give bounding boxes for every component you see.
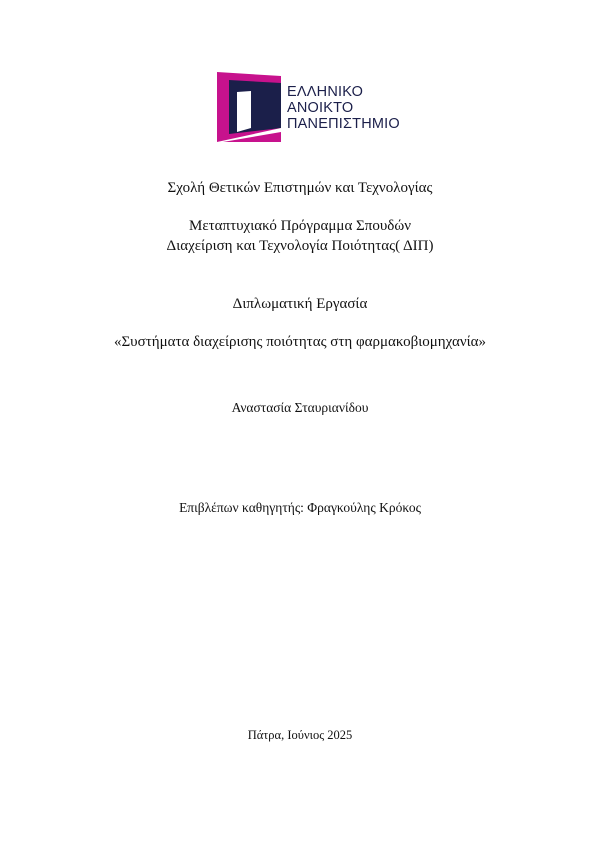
place-date: Πάτρα, Ιούνιος 2025 bbox=[247, 728, 353, 742]
supervisor: Επιβλέπων καθηγητής: Φραγκούλης Κρόκος bbox=[179, 500, 421, 515]
logo-line-1: ΕΛΛΗΝΙΚΟ bbox=[287, 84, 364, 100]
document-type: Διπλωματική Εργασία bbox=[232, 296, 368, 312]
program-subtitle: Διαχείριση και Τεχνολογία Ποιότητας( ΔΙΠ) bbox=[166, 238, 434, 254]
thesis-title: «Συστήματα διαχείρισης ποιότητας στη φαρμακοβιομηχανία» bbox=[113, 334, 487, 350]
author-name: Αναστασία Σταυριανίδου bbox=[231, 400, 369, 415]
logo-line-2: ΑΝΟΙΚΤΟ bbox=[287, 100, 354, 116]
book-logo-icon bbox=[215, 70, 287, 144]
school-name: Σχολή Θετικών Επιστημών και Τεχνολογίας bbox=[167, 180, 433, 196]
logo-line-3: ΠΑΝΕΠΙΣΤΗΜΙΟ bbox=[287, 116, 400, 132]
university-logo bbox=[215, 70, 405, 144]
logo-wordmark bbox=[287, 84, 400, 132]
program-name: Μεταπτυχιακό Πρόγραμμα Σπουδών bbox=[188, 218, 412, 234]
